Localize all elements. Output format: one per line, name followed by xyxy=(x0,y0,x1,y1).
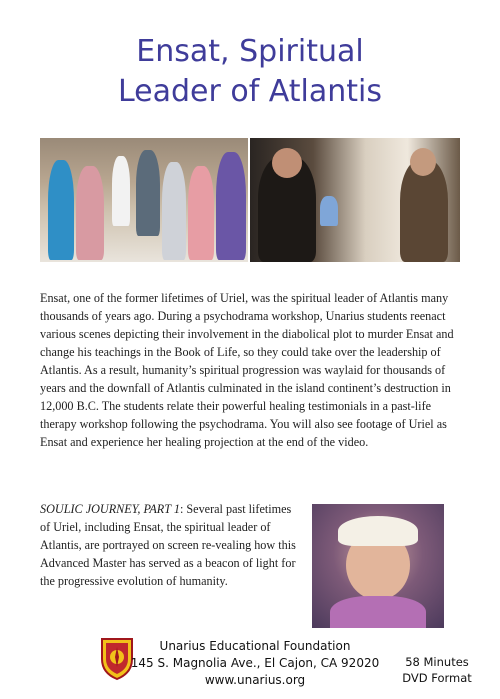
photo-psychodrama-group xyxy=(40,138,248,262)
figure-pink-robe xyxy=(76,166,104,260)
figure-head-2 xyxy=(410,148,436,176)
figure-white-pillar xyxy=(112,156,130,226)
journey-paragraph xyxy=(40,500,298,590)
footer-product-info xyxy=(392,654,482,686)
title-line-2: Leader of Atlantis xyxy=(117,74,383,109)
journey-label: SOULIC JOURNEY, PART 1 xyxy=(40,502,180,516)
footer-duration: 58 Minutes xyxy=(405,655,469,669)
description-paragraph: Ensat, one of the former lifetimes of Uriel, was the spiritual leader of Atlantis many thousands of years ago. During a psychodrama workshop, Unarius students reenact various scenes depicting their involvement in the diabolical plot to murder Ensat and change his teachings in the Book of Life, so they could take over the leadership of Atlantis. As a result, humanity’s spiritual progression was waylaid for thousands of years and the downfall of Atlantis culminated in the island continent’s destruction in 12,000 B.C. The students relate their powerful healing testimonials in a past-life therapy workshop following the psychodrama. You will also see footage of Uriel as Ensat and experience her healing projection at the end of the video. xyxy=(40,291,454,449)
footer-organization xyxy=(130,638,380,689)
figure-dark-vest xyxy=(136,150,160,236)
figure-purple-robe xyxy=(216,152,246,260)
portrait-gown xyxy=(330,596,426,628)
figure-blue-robe xyxy=(48,160,74,260)
footer-org-name: Unarius Educational Foundation xyxy=(159,639,351,653)
title-line-1: Ensat, Spiritual xyxy=(136,34,364,69)
photo-ensat-scene xyxy=(250,138,460,262)
figure-pink-robe-2 xyxy=(188,166,214,260)
portrait-flower-crown xyxy=(338,516,418,546)
figure-grey-robe xyxy=(162,162,186,260)
footer-format: DVD Format xyxy=(402,671,472,685)
page-title xyxy=(0,32,500,112)
figurine-blue xyxy=(320,196,338,226)
figure-head xyxy=(272,148,302,178)
photo-uriel-portrait xyxy=(312,504,444,628)
footer-website[interactable]: www.unarius.org xyxy=(204,673,306,687)
footer-address: 145 S. Magnolia Ave., El Cajon, CA 92020 xyxy=(130,656,380,670)
journey-text: : Several past lifetimes of Uriel, including Ensat, the spiritual leader of Atlantis, are portrayed on screen re-vealing how this Advanced Master has served as a beacon of light for the progressive evolution of humanity. xyxy=(40,502,296,588)
